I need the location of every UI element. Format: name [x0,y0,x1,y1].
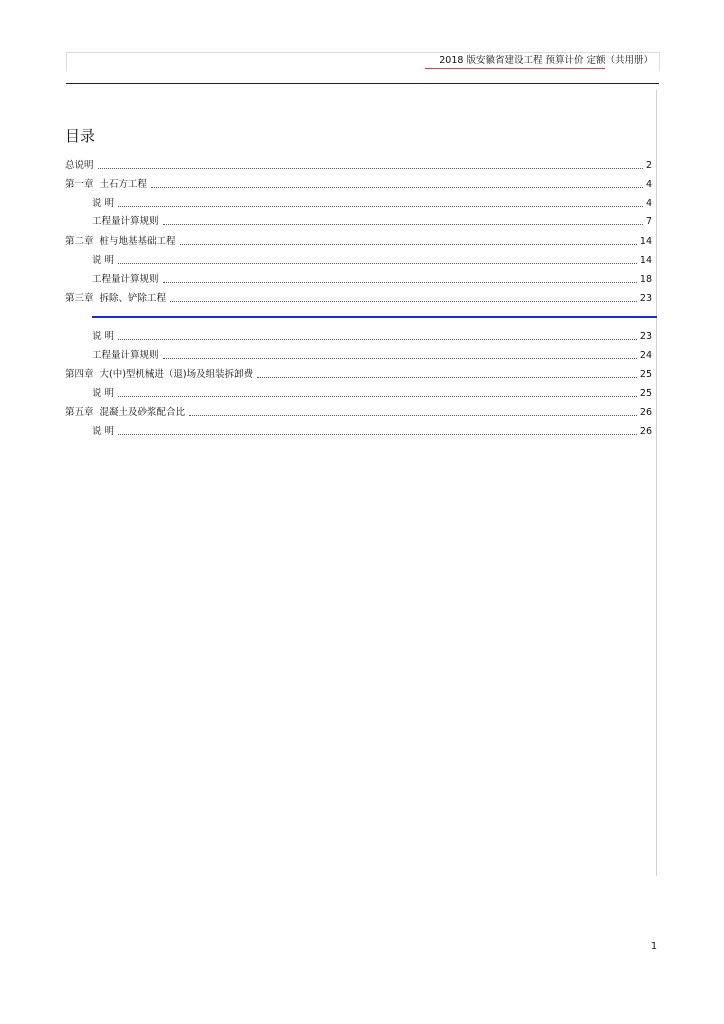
toc-page-number: 25 [639,388,652,399]
dot-leader [151,187,643,188]
toc-entry[interactable] [92,272,652,286]
toc-entry[interactable] [92,424,652,438]
toc-page-number: 23 [639,293,652,304]
toc-chapter-title: 混凝土及砂浆配合比 [99,407,186,418]
toc-chapter-number: 第三章 [65,293,94,304]
dot-leader [257,377,637,378]
dot-leader [98,168,643,169]
toc-label: 说 明 [92,388,115,399]
toc-label [65,236,180,248]
toc-page-number: 18 [639,274,652,285]
dot-leader [189,415,637,416]
toc-label [65,293,170,305]
toc-page-number: 14 [639,255,652,266]
toc-chapter-number: 第二章 [65,236,94,247]
toc-chapter-entry[interactable] [65,177,652,191]
toc-label: 说 明 [92,426,115,437]
dot-leader [118,206,643,207]
page-number: 1 [651,941,658,952]
dot-leader [163,358,637,359]
toc-page-number: 26 [639,426,652,437]
toc-entry[interactable] [92,386,652,400]
toc-label: 说 明 [92,198,115,209]
toc-entry[interactable] [92,348,652,362]
toc-label: 说 明 [92,331,115,342]
toc-chapter-title: 大(中)型机械进（退)场及组装拆卸费 [99,369,254,380]
toc-entry[interactable] [92,329,652,343]
header-divider [66,83,659,84]
toc-page-number: 4 [645,198,652,209]
toc-label: 工程量计算规则 [92,274,159,285]
page-right-border [656,90,657,876]
toc-chapter-title: 土石方工程 [99,179,148,190]
toc-page-number: 7 [645,216,652,227]
toc-chapter-entry[interactable] [65,291,652,305]
page-title: 目录 [65,127,96,145]
toc-chapter-entry[interactable] [65,234,652,248]
toc-page-number: 4 [645,179,652,190]
toc-entry[interactable] [92,214,652,228]
toc-chapter-entry[interactable] [65,405,652,419]
toc-page-number: 2 [645,160,652,171]
dot-leader [163,282,637,283]
toc-chapter-number: 第四章 [65,369,94,380]
toc-label: 工程量计算规则 [92,216,159,227]
toc-chapter-title: 桩与地基基础工程 [99,236,176,247]
dot-leader [170,301,637,302]
header-accent-line [425,68,605,69]
dot-leader [118,263,637,264]
toc-chapter-number: 第五章 [65,407,94,418]
toc-label [65,179,151,191]
dot-leader [180,244,637,245]
toc-entry[interactable] [65,158,652,172]
toc-entry[interactable] [92,196,652,210]
header-title: 2018 版安徽省建设工程 预算计价 定额（共用册） [439,55,653,66]
dot-leader [118,339,637,340]
toc-chapter-title: 拆除、铲除工程 [99,293,167,304]
toc-entry[interactable] [92,253,652,267]
toc-label: 说 明 [92,255,115,266]
toc-label [65,369,257,381]
toc-label: 总说明 [65,160,94,171]
toc-label: 工程量计算规则 [92,350,159,361]
toc-chapter-number: 第一章 [65,179,94,190]
toc-chapter-entry[interactable] [65,367,652,381]
toc-page-number: 24 [639,350,652,361]
dot-leader [163,224,643,225]
dot-leader [118,396,637,397]
toc-label [65,407,189,419]
toc-page-number: 14 [639,236,652,247]
dot-leader [118,434,637,435]
toc-page-number: 26 [639,407,652,418]
toc-page-number: 25 [639,369,652,380]
toc-page-number: 23 [639,331,652,342]
section-divider [92,316,657,318]
